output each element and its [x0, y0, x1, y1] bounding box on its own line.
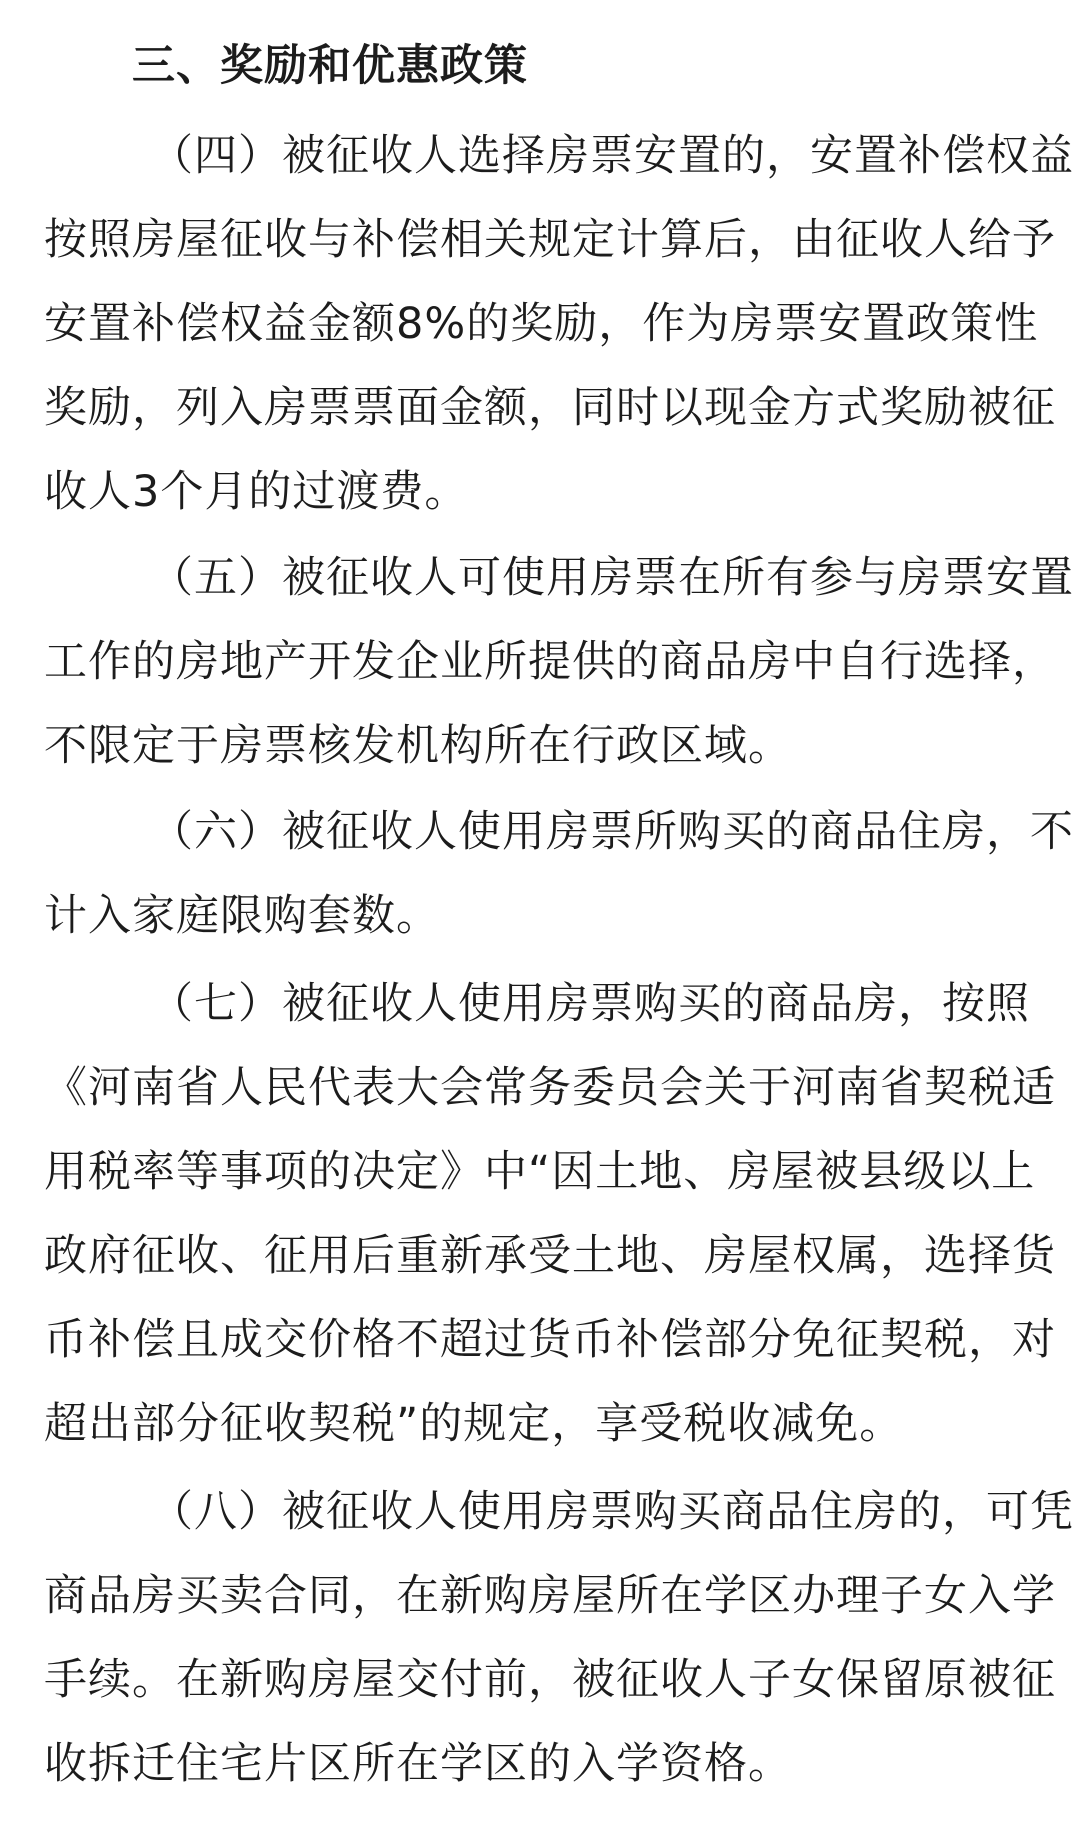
section-heading: 三、奖励和优惠政策 [132, 41, 528, 91]
paragraph-line: 手续。在新购房屋交付前，被征收人子女保留原被征 [44, 1655, 1056, 1705]
paragraph-line: 收拆迁住宅片区所在学区的入学资格。 [44, 1739, 792, 1789]
paragraph-line: 安置补偿权益金额8%的奖励，作为房票安置政策性 [44, 299, 1039, 349]
paragraph-line: 收人3个月的过渡费。 [44, 467, 469, 517]
paragraph-line: 奖励，列入房票票面金额，同时以现金方式奖励被征 [44, 383, 1056, 433]
paragraph-4 [44, 114, 1074, 534]
paragraph-line: （七）被征收人使用房票购买的商品房，按照 [150, 979, 1030, 1029]
paragraph-line: 政府征收、征用后重新承受土地、房屋权属，选择货 [44, 1231, 1056, 1281]
paragraph-line: 超出部分征收契税”的规定，享受税收减免。 [44, 1399, 904, 1449]
paragraph-line: （五）被征收人可使用房票在所有参与房票安置 [150, 553, 1074, 603]
paragraph-6 [44, 790, 1074, 958]
paragraph-5 [44, 536, 1074, 788]
paragraph-line: 不限定于房票核发机构所在行政区域。 [44, 721, 792, 771]
paragraph-7 [44, 962, 1056, 1466]
paragraph-line: 《河南省人民代表大会常务委员会关于河南省契税适 [44, 1063, 1056, 1113]
paragraph-line: 用税率等事项的决定》中“因土地、房屋被县级以上 [44, 1147, 1036, 1197]
paragraph-line: 计入家庭限购套数。 [44, 891, 440, 941]
paragraph-line: 工作的房地产开发企业所提供的商品房中自行选择， [44, 637, 1056, 687]
paragraph-8 [44, 1470, 1074, 1806]
paragraph-line: （八）被征收人使用房票购买商品住房的，可凭 [150, 1487, 1074, 1537]
paragraph-line: 按照房屋征收与补偿相关规定计算后，由征收人给予 [44, 215, 1056, 265]
paragraph-line: 币补偿且成交价格不超过货币补偿部分免征契税，对 [44, 1315, 1056, 1365]
paragraph-line: 商品房买卖合同，在新购房屋所在学区办理子女入学 [44, 1571, 1056, 1621]
paragraph-line: （四）被征收人选择房票安置的，安置补偿权益 [150, 131, 1074, 181]
paragraph-line: （六）被征收人使用房票所购买的商品住房，不 [150, 807, 1074, 857]
